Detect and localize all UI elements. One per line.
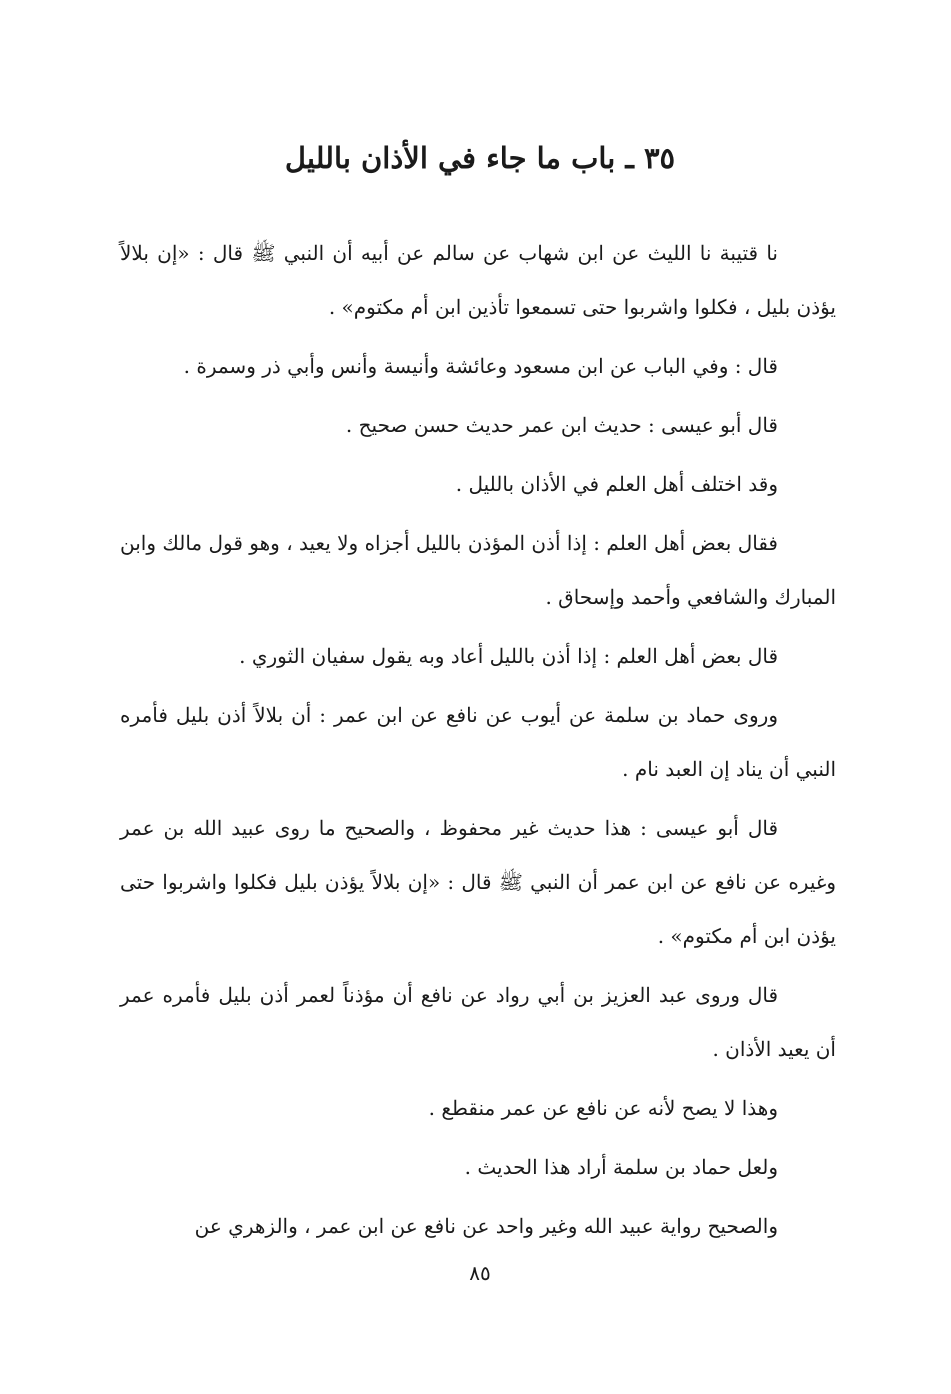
paragraph-correct-narration: والصحيح رواية عبيد الله وغير واحد عن نافع عن ابن عمر ، والزهري عن bbox=[194, 1214, 778, 1238]
chapter-title: ٣٥ ـ باب ما جاء في الأذان بالليل bbox=[284, 141, 676, 175]
paragraph-hammad-intent: ولعل حماد بن سلمة أراد هذا الحديث . bbox=[464, 1155, 778, 1179]
paragraph-disagreement: وقد اختلف أهل العلم في الأذان بالليل . bbox=[455, 472, 778, 496]
paragraph-first-opinion: فقال بعض أهل العلم : إذا أذن المؤذن بالليل أجزاه ولا يعيد ، وهو قول مالك وابن المبارك والشافعي وأحمد وإسحاق . bbox=[120, 531, 836, 609]
paragraph-abdulaziz-narration: قال وروى عبد العزيز بن أبي رواد عن نافع أن مؤذناً لعمر أذن بليل فأمره عمر أن يعيد الأذان . bbox=[120, 983, 836, 1061]
paragraph-not-authentic: وهذا لا يصح لأنه عن نافع عن عمر منقطع . bbox=[428, 1096, 778, 1120]
paragraph-chapter-references: قال : وفي الباب عن ابن مسعود وعائشة وأنيسة وأنس وأبي ذر وسمرة . bbox=[183, 354, 778, 378]
paragraph-hadith-main: نا قتيبة نا الليث عن ابن شهاب عن سالم عن أبيه أن النبي ﷺ قال : «إن بلالاً يؤذن بليل ، فكلوا واشربوا حتى تسمعوا تأذين ابن أم مكتوم» . bbox=[120, 241, 836, 319]
paragraph-abu-isa-comment: قال أبو عيسى : هذا حديث غير محفوظ ، والصحيح ما روى عبيد الله بن عمر وغيره عن نافع عن ابن عمر أن النبي ﷺ قال : «إن بلالاً يؤذن بليل فكلوا واشربوا حتى يؤذن ابن أم مكتوم» . bbox=[120, 816, 836, 948]
paragraph-second-opinion: قال بعض أهل العلم : إذا أذن بالليل أعاد وبه يقول سفيان الثوري . bbox=[239, 644, 778, 668]
body-text bbox=[120, 226, 836, 1258]
paragraph-grading: قال أبو عيسى : حديث ابن عمر حديث حسن صحيح . bbox=[345, 413, 778, 437]
page-number: ٨٥ bbox=[469, 1261, 491, 1285]
paragraph-hammad-narration: وروى حماد بن سلمة عن أيوب عن نافع عن ابن عمر : أن بلالاً أذن بليل فأمره النبي أن يناد إن العبد نام . bbox=[120, 703, 836, 781]
